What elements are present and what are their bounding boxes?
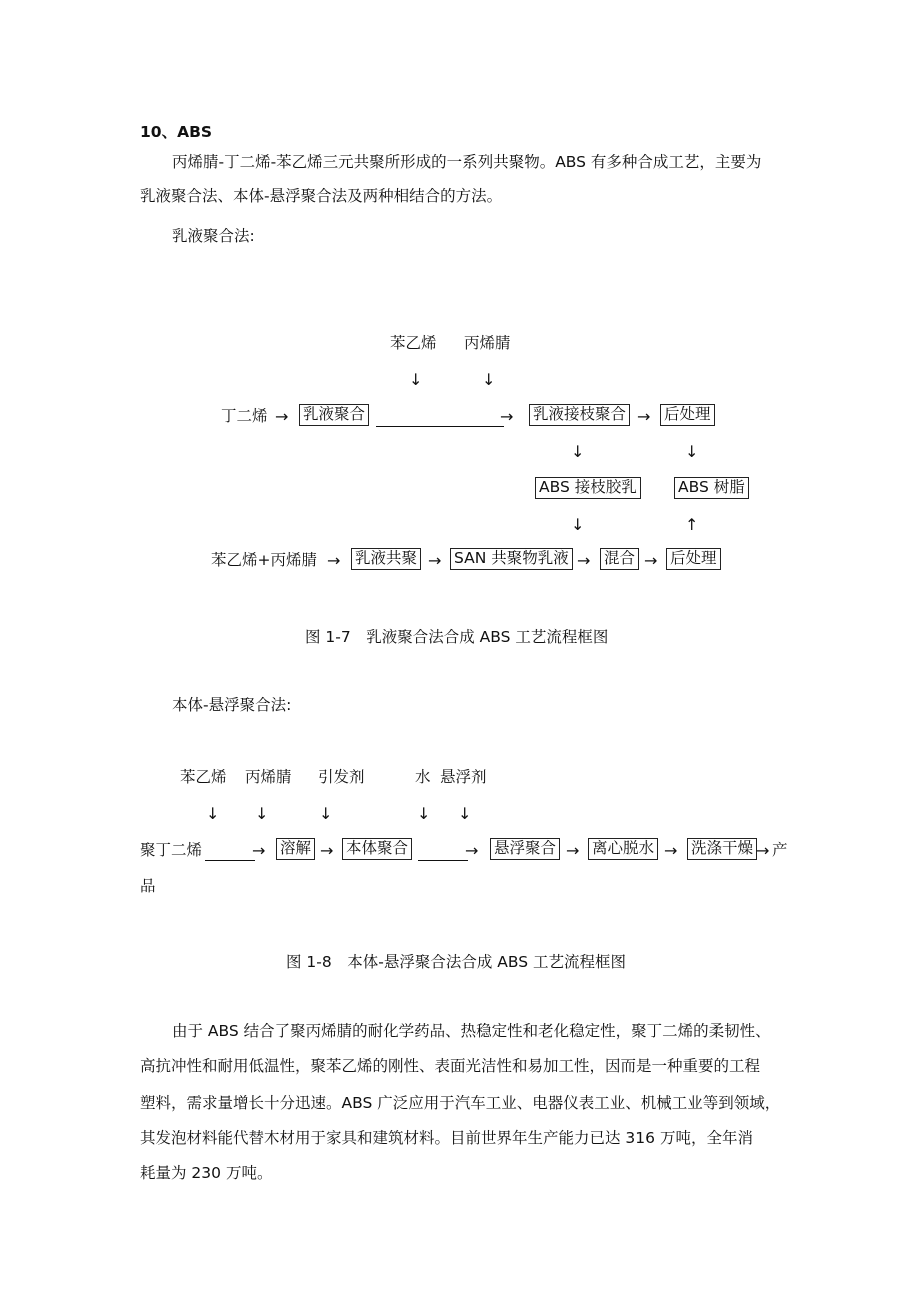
arrow-right-icon: →	[320, 841, 334, 860]
post-treatment-box-bottom: 后处理	[666, 548, 721, 570]
mixing-box: 混合	[600, 548, 639, 570]
centrifugal-dewatering-box: 离心脱水	[588, 838, 658, 860]
emulsion-polymerization-box: 乳液聚合	[299, 404, 369, 426]
input-water: 水	[415, 768, 431, 786]
intro-line-2: 乳液聚合法、本体-悬浮聚合法及两种相结合的方法。	[140, 187, 503, 205]
arrow-right-icon: →	[577, 551, 591, 570]
arrow-down-icon: ↓	[571, 515, 585, 534]
intro-line-1: 丙烯腈-丁二烯-苯乙烯三元共聚所形成的一系列共聚物。ABS 有多种合成工艺，主要为	[172, 153, 762, 171]
start-styrene-acrylonitrile: 苯乙烯+丙烯腈	[211, 551, 317, 569]
washing-drying-box: 洗涤干燥	[687, 838, 757, 860]
closing-line-3: 塑料，需求量增长十分迅速。ABS 广泛应用于汽车工业、电器仪表工业、机械工业等到领域，	[140, 1094, 781, 1112]
arrow-up-icon: ↑	[685, 515, 699, 534]
suspension-polymerization-box: 悬浮聚合	[490, 838, 560, 860]
arrow-right-icon: →	[327, 551, 341, 570]
arrow-down-icon: ↓	[255, 804, 269, 823]
figure-caption-1-7: 图 1-7 乳液聚合法合成 ABS 工艺流程框图	[305, 628, 609, 646]
closing-line-4: 其发泡材料能代替木材用于家具和建筑材料。目前世界年生产能力已达 316 万吨，全年消	[140, 1129, 753, 1147]
input-styrene: 苯乙烯	[390, 334, 437, 352]
abs-graft-latex-box: ABS 接枝胶乳	[535, 477, 641, 499]
input-acrylonitrile: 丙烯腈	[464, 334, 511, 352]
input-styrene: 苯乙烯	[180, 768, 227, 786]
input-acrylonitrile: 丙烯腈	[245, 768, 292, 786]
product-label-part2: 品	[140, 877, 156, 895]
bulk-suspension-method-label: 本体-悬浮聚合法:	[172, 696, 292, 714]
arrow-right-icon: →	[664, 841, 678, 860]
emulsion-method-label: 乳液聚合法:	[172, 227, 255, 245]
arrow-down-icon: ↓	[571, 442, 585, 461]
closing-line-1: 由于 ABS 结合了聚丙烯腈的耐化学药品、热稳定性和老化稳定性，聚丁二烯的柔韧性、	[172, 1022, 771, 1040]
arrow-right-icon: →	[252, 841, 266, 860]
long-arrow-icon	[205, 850, 255, 869]
arrow-down-icon: ↓	[685, 442, 699, 461]
san-latex-box: SAN 共聚物乳液	[450, 548, 573, 570]
arrow-right-icon: →	[644, 551, 658, 570]
arrow-right-icon: →	[275, 407, 289, 426]
bulk-polymerization-box: 本体聚合	[342, 838, 412, 860]
arrow-right-icon: →	[566, 841, 580, 860]
abs-resin-box: ABS 树脂	[674, 477, 749, 499]
post-treatment-box-top: 后处理	[660, 404, 715, 426]
start-polybutadiene: 聚丁二烯	[140, 841, 203, 859]
dissolve-box: 溶解	[276, 838, 315, 860]
figure-caption-1-8: 图 1-8 本体-悬浮聚合法合成 ABS 工艺流程框图	[286, 953, 626, 971]
closing-line-2: 高抗冲性和耐用低温性，聚苯乙烯的刚性、表面光洁性和易加工性，因而是一种重要的工程	[140, 1057, 761, 1075]
graft-polymerization-box: 乳液接枝聚合	[529, 404, 630, 426]
arrow-right-icon: →	[756, 841, 770, 860]
arrow-right-icon: →	[637, 407, 651, 426]
emulsion-copolymerization-box: 乳液共聚	[351, 548, 421, 570]
arrow-right-icon: →	[465, 841, 479, 860]
arrow-right-icon: →	[500, 407, 514, 426]
arrow-down-icon: ↓	[458, 804, 472, 823]
product-label-part1: 产	[772, 841, 788, 859]
arrow-down-icon: ↓	[409, 370, 423, 389]
arrow-down-icon: ↓	[319, 804, 333, 823]
long-arrow-icon	[376, 416, 504, 435]
long-arrow-icon	[418, 850, 468, 869]
section-heading: 10、ABS	[140, 123, 213, 141]
closing-line-5: 耗量为 230 万吨。	[140, 1164, 273, 1182]
arrow-down-icon: ↓	[482, 370, 496, 389]
arrow-down-icon: ↓	[206, 804, 220, 823]
arrow-right-icon: →	[428, 551, 442, 570]
input-suspending-agent: 悬浮剂	[440, 768, 487, 786]
arrow-down-icon: ↓	[417, 804, 431, 823]
start-butadiene: 丁二烯	[221, 407, 268, 425]
input-initiator: 引发剂	[318, 768, 365, 786]
